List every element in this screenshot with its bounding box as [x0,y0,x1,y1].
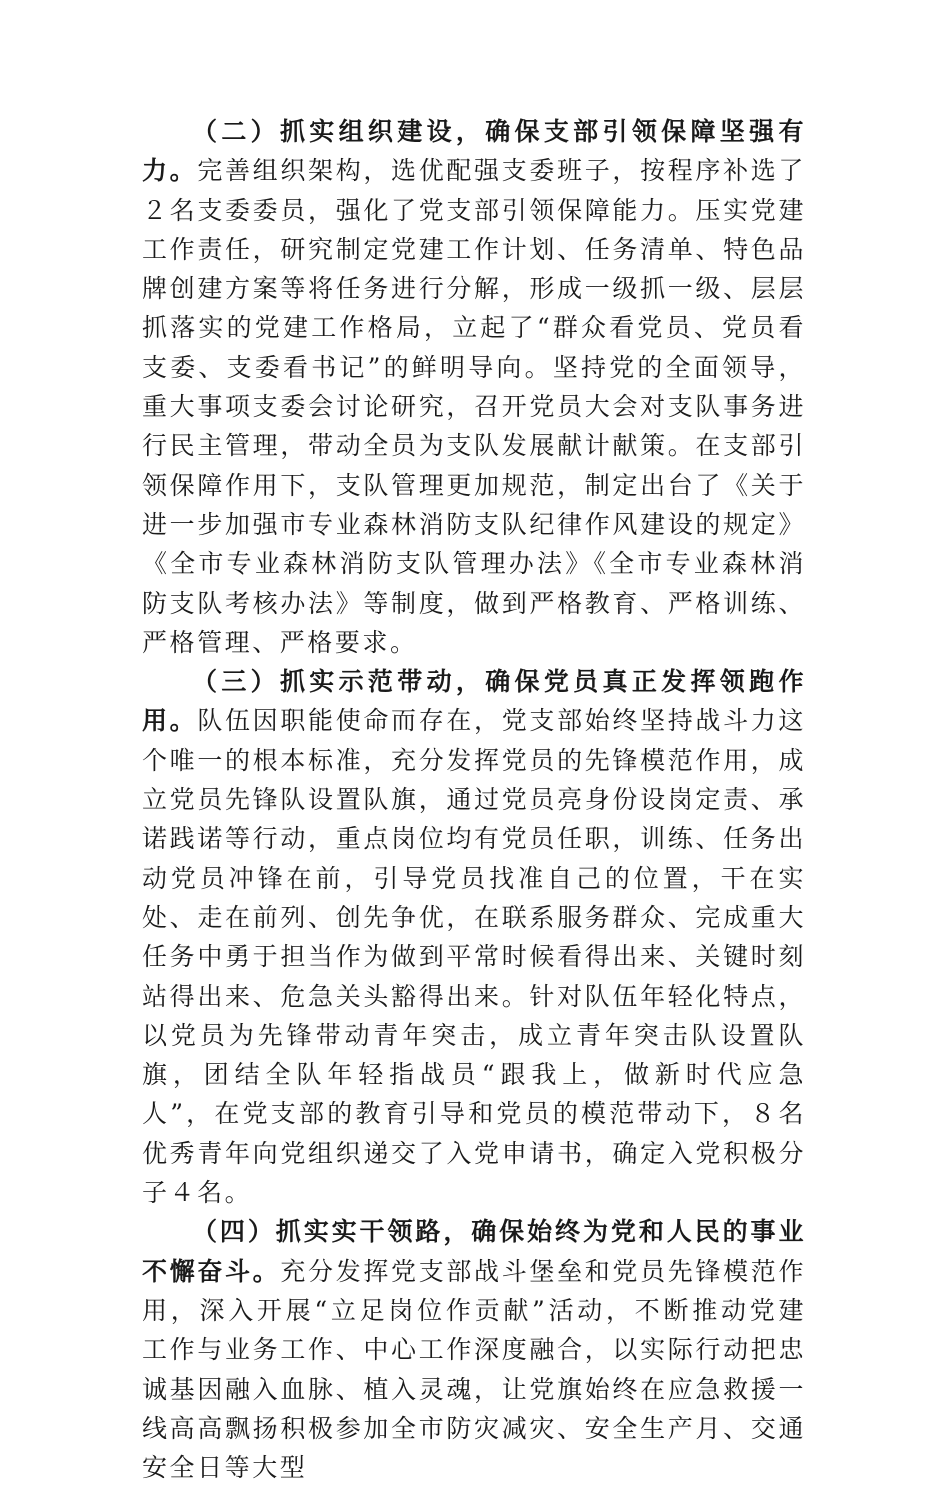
paragraph-section-2 [142,112,806,662]
paragraph-body: 完善组织架构，选优配强支委班子，按程序补选了２名支委委员，强化了党支部引领保障能力。压实党建工作责任，研究制定党建工作计划、任务清单、特色品牌创建方案等将任务进行分解，形成一级抓一级、层层抓落实的党建工作格局，立起了“群众看党员、党员看支委、支委看书记”的鲜明导向。坚持党的全面领导，重大事项支委会讨论研究，召开党员大会对支队事务进行民主管理，带动全员为支队发展献计献策。在支部引领保障作用下，支队管理更加规范，制定出台了《关于进一步加强市专业森林消防支队纪律作风建设的规定》《全市专业森林消防支队管理办法》《全市专业森林消防支队考核办法》等制度，做到严格教育、严格训练、严格管理、严格要求。 [142,156,806,657]
section-heading: （二）抓实组织建设，确保支部引领保障坚强有力。 [142,117,806,186]
paragraph-section-4 [142,1212,806,1487]
paragraph-body: 充分发挥党支部战斗堡垒和党员先锋模范作用，深入开展“立足岗位作贡献”活动，不断推动党建工作与业务工作、中心工作深度融合，以实际行动把忠诚基因融入血脉、植入灵魂，让党旗始终在应急救援一线高高飘扬积极参加全市防灾减灾、安全生产月、交通安全日等大型 [142,1256,806,1483]
section-heading: （三）抓实示范带动，确保党员真正发挥领跑作用。 [142,667,806,736]
paragraph-section-3 [142,662,806,1212]
section-heading: （四）抓实实干领路，确保始终为党和人民的事业不懈奋斗。 [142,1217,806,1286]
document-page [142,112,806,1487]
paragraph-body: 队伍因职能使命而存在，党支部始终坚持战斗力这个唯一的根本标准，充分发挥党员的先锋模范作用，成立党员先锋队设置队旗，通过党员亮身份设岗定责、承诺践诺等行动，重点岗位均有党员任职，训练、任务出动党员冲锋在前，引导党员找准自己的位置，干在实处、走在前列、创先争优，在联系服务群众、完成重大任务中勇于担当作为做到平常时候看得出来、关键时刻站得出来、危急关头豁得出来。针对队伍年轻化特点，以党员为先锋带动青年突击，成立青年突击队设置队旗，团结全队年轻指战员“跟我上，做新时代应急人”，在党支部的教育引导和党员的模范带动下，８名优秀青年向党组织递交了入党申请书，确定入党积极分子４名。 [142,706,806,1208]
